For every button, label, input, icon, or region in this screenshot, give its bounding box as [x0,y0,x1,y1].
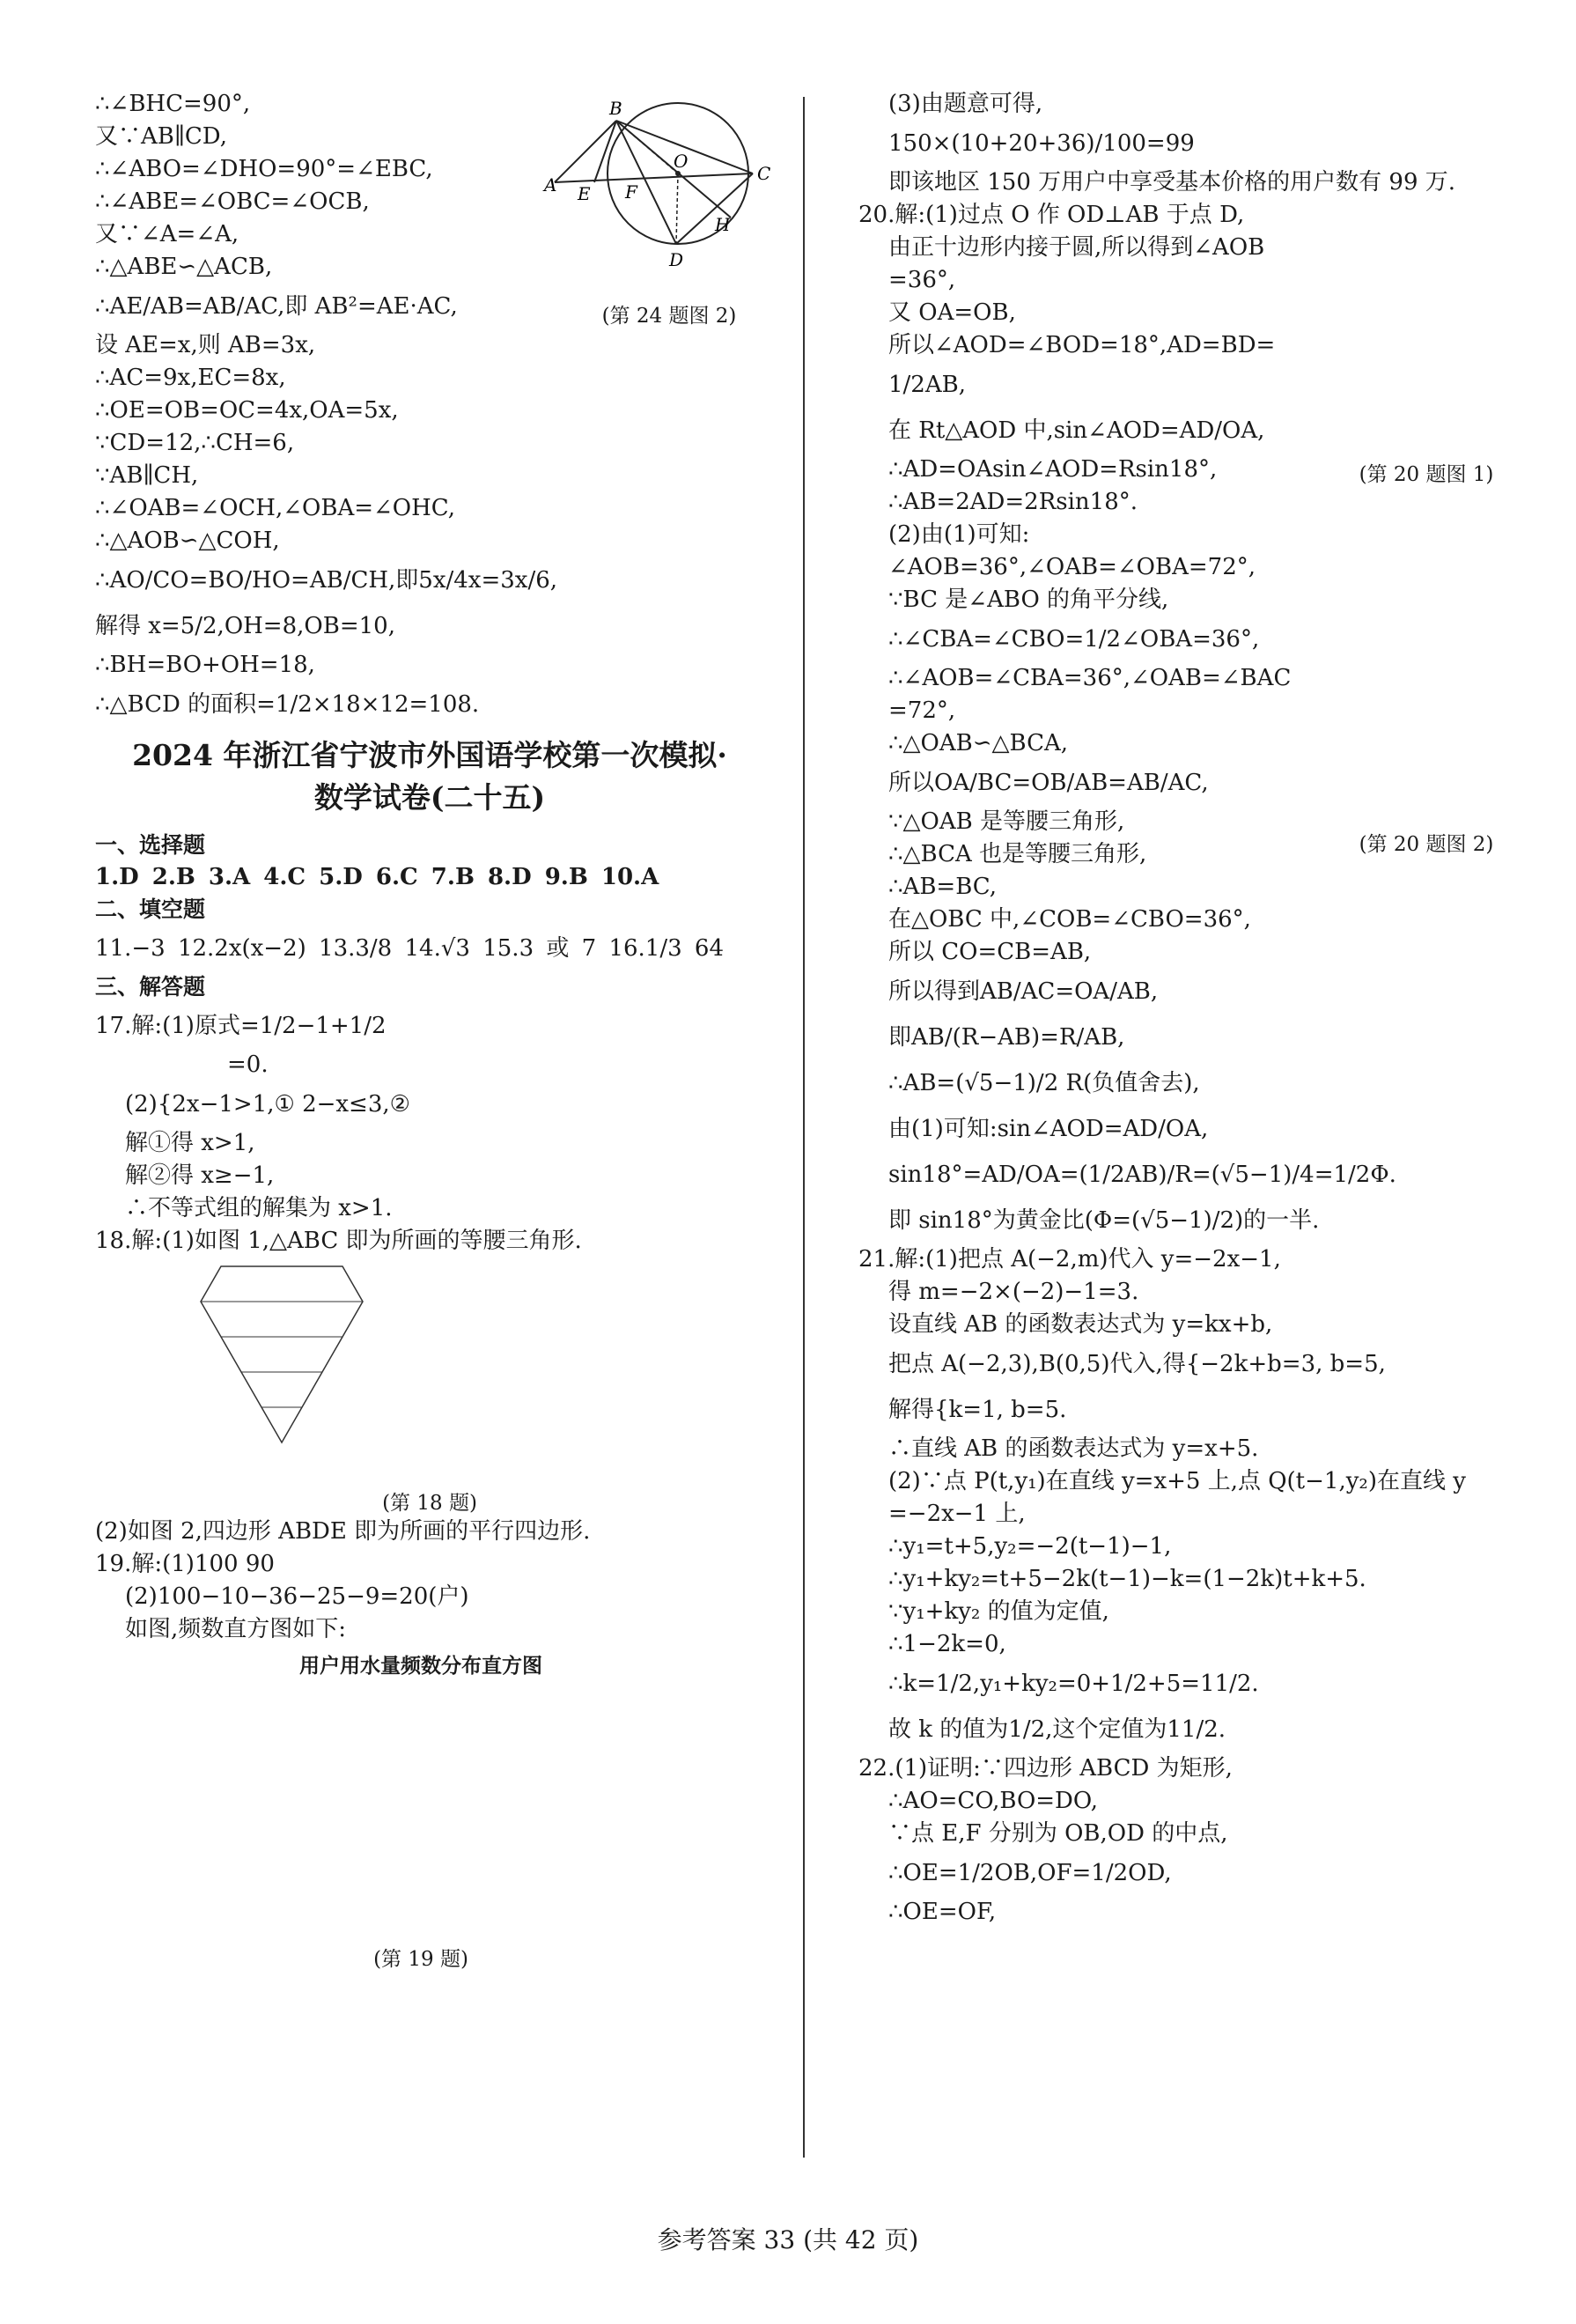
q22-lines-line: ∴AO=CO,BO=DO, [888,1788,1098,1814]
q17-solution [95,1003,799,1225]
q19-lines-line: 如图,频数直方图如下: [125,1616,347,1642]
q17-lines-line: 解①得 x>1, [125,1130,255,1156]
q20-lines-line: ∴AB=(√5−1)/2 R(负值舍去), [888,1070,1200,1096]
q20-lines-line: 所以OA/BC=OB/AB=AB/AC, [888,770,1209,796]
q20-lines-line: =36°, [888,267,956,293]
q20-lines-line: =72°, [888,697,956,724]
left-top-lines-line: 又∵AB∥CD, [95,123,227,150]
left-top-lines-line: 又∵∠A=∠A, [95,221,239,247]
q21-lines-line: 故 k 的值为1/2,这个定值为11/2. [888,1716,1226,1743]
left-top-lines-line: ∵AB∥CH, [95,462,199,489]
left-top-lines-line: ∴AC=9x,EC=8x, [95,365,286,391]
fig24-label-b: B [609,98,622,119]
q20-lines-line: ∴∠AOB=∠CBA=36°,∠OAB=∠BAC [888,665,1292,691]
q20-lines-line: ∴△OAB∽△BCA, [888,730,1069,756]
q20-figure-1 [1325,216,1528,445]
q21-lines-line: 解得{k=1, b=5. [888,1397,1067,1423]
fill-answers: 11.−3 12.2x(x−2) 13.3/8 14.√3 15.3 或 7 16.1/3 64 [95,935,724,962]
q20-lines-line: ∠AOB=36°,∠OAB=∠OBA=72°, [888,554,1256,580]
left-top-lines-line: ∴∠BHC=90°, [95,91,251,117]
left-top-lines-line: ∴∠ABE=∠OBC=∠OCB, [95,188,370,215]
q21-lines-line: 设直线 AB 的函数表达式为 y=kx+b, [888,1311,1273,1338]
fig24-label-a: A [544,174,557,196]
q20-figure-2 [1325,588,1528,817]
q21-lines-line: ∵y₁+ky₂ 的值为定值, [888,1598,1109,1625]
q21-lines-line: ∴k=1/2,y₁+ky₂=0+1/2+5=11/2. [888,1671,1259,1697]
q20-lines-line: 又 OA=OB, [888,299,1016,326]
q19-solution [95,1548,799,1646]
q20-lines-line: 1/2AB, [888,372,966,398]
fig24-caption-text: (第 24 题图 2) [601,305,737,328]
right-top-lines-line: 即该地区 150 万用户中享受基本价格的用户数有 99 万. [888,169,1456,196]
q21-lines-line: =−2x−1 上, [888,1501,1026,1527]
q19-lines-line: 19.解:(1)100 90 [95,1551,275,1577]
fig24-label-h: H [715,214,731,235]
fig24-label-f: F [625,181,637,203]
q18-figure-1 [201,1266,363,1442]
q17-lines-line: =0. [227,1051,269,1078]
q20-lines-line: 所以 CO=CB=AB, [888,939,1092,965]
q20-lines-line: ∴AB=2AD=2Rsin18°. [888,489,1138,515]
q20-lines-line: 即AB/(R−AB)=R/AB, [888,1024,1125,1051]
q18-figures [183,1258,676,1487]
q20-lines-line: 所以得到AB/AC=OA/AB, [888,978,1159,1005]
q21-lines-line: 21.解:(1)把点 A(−2,m)代入 y=−2x−1, [858,1246,1281,1273]
q20-lines-line: 在 Rt△AOD 中,sin∠AOD=AD/OA, [888,417,1265,444]
right-top-lines-line: 150×(10+20+36)/100=99 [888,130,1195,157]
q17-lines-line: ∴不等式组的解集为 x>1. [125,1195,393,1221]
q20-lines-line: 由正十边形内接于圆,所以得到∠AOB [888,234,1265,261]
q20-lines-line: ∴△BCA 也是等腰三角形, [888,841,1147,867]
q21-lines-line: 把点 A(−2,3),B(0,5)代入,得{−2k+b=3, b=5, [888,1351,1386,1377]
q17-lines-line: 17.解:(1)原式=1/2−1+1/2 [95,1013,387,1039]
q21-lines-line: ∴直线 AB 的函数表达式为 y=x+5. [888,1435,1259,1462]
choice-answers: 1.D 2.B 3.A 4.C 5.D 6.C 7.B 8.D 9.B 10.A [95,864,659,890]
fig24-label-o: O [674,151,689,172]
section-choice-heading: 一、选择题 [95,832,206,858]
left-top-lines-line: ∴△ABE∽△ACB, [95,254,273,280]
q24-figure [546,99,792,301]
q21-lines-line: ∴y₁+ky₂=t+5−2k(t−1)−k=(1−2k)t+k+5. [888,1566,1366,1592]
q20-lines-line: ∴AB=BC, [888,874,998,900]
histogram-title: 用户用水量频数分布直方图 [299,1654,542,1678]
left-column [95,88,799,1972]
left-top-lines-line: ∴△BCD 的面积=1/2×18×12=108. [95,691,480,718]
fig24-label-e: E [578,183,591,204]
q22-solution [858,1752,1528,1929]
q21-solution [858,1243,1528,1752]
left-top-lines-line: ∴AE/AB=AB/AC,即 AB²=AE·AC, [95,293,458,320]
q24-solution-continued [95,88,588,727]
q20-lines-line: ∴∠CBA=∠CBO=1/2∠OBA=36°, [888,626,1260,653]
exam-title [77,734,782,819]
q19-part3-solution [858,88,1528,199]
exam-title-line1: 2024 年浙江省宁波市外国语学校第一次模拟· [132,738,727,772]
left-top-lines-line: ∴∠OAB=∠OCH,∠OBA=∠OHC, [95,495,456,521]
left-top-lines-line: ∴BH=BO+OH=18, [95,652,315,678]
page-footer: 参考答案 33 (共 42 页) [657,2225,919,2254]
fig24-label-d: D [669,249,684,270]
q22-lines-line: ∵点 E,F 分别为 OB,OD 的中点, [888,1820,1228,1847]
q20-lines-line: 即 sin18°为黄金比(Φ=(√5−1)/2)的一半. [888,1207,1320,1234]
q22-lines-line: ∴OE=OF, [888,1899,997,1925]
histogram-block [236,1649,606,1972]
right-top-lines-line: (3)由题意可得, [888,91,1043,117]
q17-lines-line: 解②得 x≥−1, [125,1162,275,1189]
exam-title-line2: 数学试卷(二十五) [313,780,546,815]
left-top-lines-line: 解得 x=5/2,OH=8,OB=10, [95,613,395,639]
left-top-lines-line: 设 AE=x,则 AB=3x, [95,332,316,358]
left-top-lines-line: ∴∠ABO=∠DHO=90°=∠EBC, [95,156,433,182]
left-top-lines-line: ∴OE=OB=OC=4x,OA=5x, [95,397,399,424]
q17-lines-line: (2){2x−1>1,① 2−x≤3,② [125,1091,410,1118]
column-divider [803,97,805,2158]
q20-caption-2: (第 20 题图 2) [1359,833,1494,856]
q20-lines-line: ∵△OAB 是等腰三角形, [888,808,1125,835]
q21-lines-line: 得 m=−2×(−2)−1=3. [888,1279,1139,1305]
section-fill-heading: 二、填空题 [95,896,206,922]
q22-lines-line: 22.(1)证明:∵四边形 ABCD 为矩形, [858,1755,1233,1782]
left-top-lines-line: ∴△AOB∽△COH, [95,528,280,554]
q21-lines-line: (2)∵点 P(t,y₁)在直线 y=x+5 上,点 Q(t−1,y₂)在直线 y [888,1468,1466,1494]
left-top-lines-line: ∴AO/CO=BO/HO=AB/CH,即5x/4x=3x/6, [95,567,558,594]
q18-caption: (第 18 题) [382,1492,477,1515]
q20-lines-line: (2)由(1)可知: [888,521,1030,548]
q20-caption-1: (第 20 题图 1) [1359,463,1494,486]
q18-text: 18.解:(1)如图 1,△ABC 即为所画的等腰三角形. [95,1228,582,1254]
q20-solution [858,199,1396,1243]
q22-lines-line: ∴OE=1/2OB,OF=1/2OD, [888,1860,1172,1886]
q20-lines-line: ∴AD=OAsin∠AOD=Rsin18°, [888,456,1218,483]
left-top-lines-line: ∵CD=12,∴CH=6, [95,430,295,456]
q21-lines-line: ∴y₁=t+5,y₂=−2(t−1)−1, [888,1533,1172,1560]
q20-lines-line: sin18°=AD/OA=(1/2AB)/R=(√5−1)/4=1/2Φ. [888,1162,1396,1188]
q20-lines-line: 在△OBC 中,∠COB=∠CBO=36°, [888,906,1251,933]
q20-lines-line: ∵BC 是∠ABO 的角平分线, [888,587,1169,613]
q21-lines-line: ∴1−2k=0, [888,1631,1006,1657]
fig24-label-c: C [757,163,771,184]
q20-lines-line: 由(1)可知:sin∠AOD=AD/OA, [888,1116,1209,1142]
q18-part2-text: (2)如图 2,四边形 ABDE 即为所画的平行四边形. [95,1518,591,1545]
section-solve-heading: 三、解答题 [95,974,206,1000]
histogram-chart [236,1678,606,1943]
histogram-caption: (第 19 题) [373,1948,468,1971]
q19-lines-line: (2)100−10−36−25−9=20(户) [125,1583,469,1610]
q20-lines-line: 所以∠AOD=∠BOD=18°,AD=BD= [888,332,1276,358]
q20-lines-line: 20.解:(1)过点 O 作 OD⊥AB 于点 D, [858,202,1245,228]
